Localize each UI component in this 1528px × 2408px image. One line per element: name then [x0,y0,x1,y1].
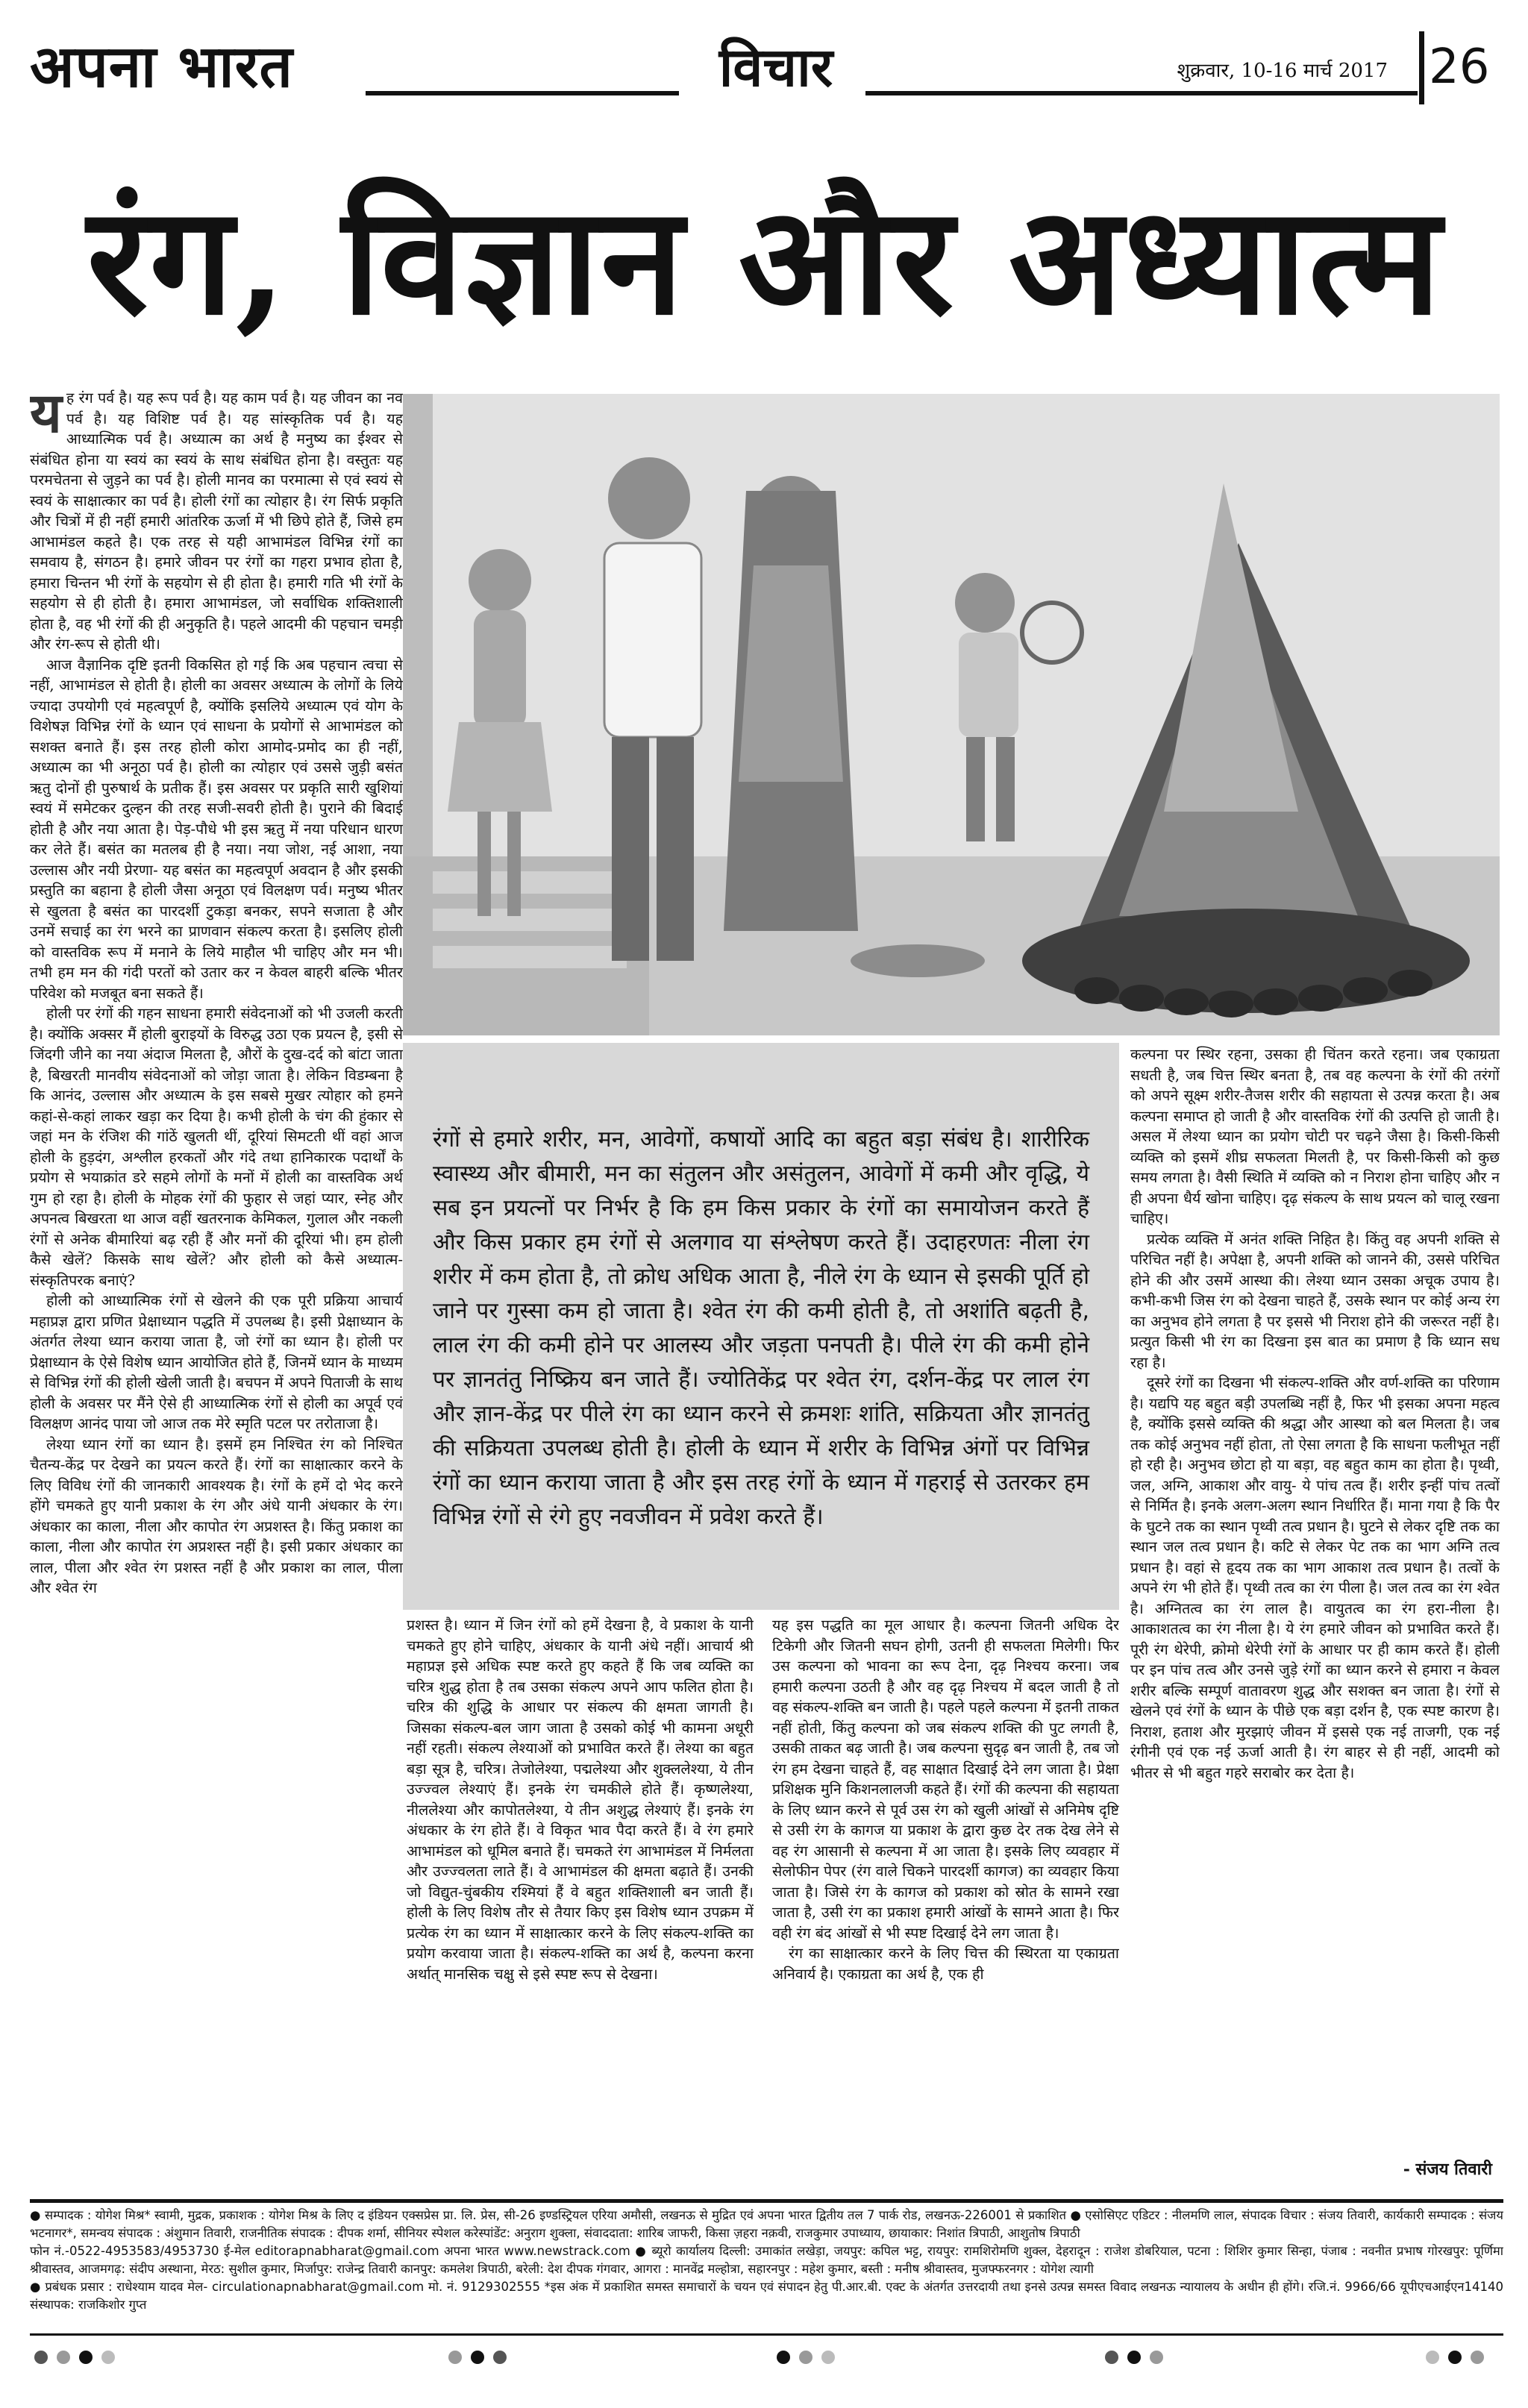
dateline: शुक्रवार, 10-16 मार्च 2017 [1177,60,1388,82]
footer-rule [30,2199,1503,2203]
imprint-line-2: फोन नं.-0522-4953583/4953730 ई-मेल editorapnabharat@gmail.com अपना भारत www.newstrack.com ● ब्यूरो कार्यालय दिल्ली: उमाकांत लखेड़ा, जयपुर: कपिल भट्ट, रायपुर: रामशिरोमणि शुक्ल, देहरादून : राजेश डोबरियाल, पटना : शिशिर कुमार सिन्हा, पंजाब : नवनीत प्रभाष गोरखपुर: पूर्णिमा श्रीवास्तव, आजमगढ़: संदीप अस्थाना, मेरठ: सुशील कुमार, मिर्जापुर: राजेन्द्र तिवारी कानपुर: कमलेश त्रिपाठी, बरेली: देश दीपक गंगवार, आगरा : मानवेंद्र मल्होत्रा, सहारनपुर : महेश कुमार, बस्ती : मनीष श्रीवास्तव, मुजफ्फरनगर : योगेश त्यागी [30,2244,1503,2276]
paragraph: प्रत्येक व्यक्ति में अनंत शक्ति निहित है। किंतु वह अपनी शक्ति से परिचित नहीं है। अपेक्षा है, अपनी शक्ति को जानने की, उससे परिचित होने की और उसमें आस्था की। लेश्या ध्यान उसका अचूक उपाय है। कभी-कभी जिस रंग को देखना चाहते हैं, उसके स्थान पर कोई अन्य रंग का अनुभव होने लगता है पर इससे भी निराश होने की जरूरत नहीं है। प्रत्युत किसी भी रंग का दिखना इस बात का प्रमाण है कि ध्यान सध रहा है। [1130,1230,1500,1371]
paragraph: कल्पना पर स्थिर रहना, उसका ही चिंतन करते रहना। जब एकाग्रता सधती है, जब चित्त स्थिर बनता है, तब वह कल्पना के रंगों की तरंगों को अपने सूक्ष्म शरीर-तैजस शरीर की सहायता से उत्पन्न करता है। अब कल्पना समाप्त हो जाती है और वास्तविक रंगों की उत्पत्ति हो जाती है। असल में लेश्या ध्यान का प्रयोग चोटी पर चढ़ने जैसा है। किसी-किसी व्यक्ति को इसमें शीघ्र सफलता मिलती है, पर किसी-किसी को कुछ समय लगता है। वैसी स्थिति में व्यक्ति को न निराश होना चाहिए और न ही अपना धैर्य खोना चाहिए। दृढ़ संकल्प के साथ प्रयत्न को चालू रखना चाहिए। [1130,1046,1500,1227]
paragraph: रंग का साक्षात्कार करने के लिए चित्त की स्थिरता या एकाग्रता अनिवार्य है। एकाग्रता का अर्थ है, एक ही [772,1945,1119,1983]
imprint-footer [30,2207,1503,2333]
holika-bonfire-image [403,394,1500,1035]
paragraph: यह इस पद्धति का मूल आधार है। कल्पना जितनी अधिक देर टिकेगी और जितनी सघन होगी, उतनी ही सफलता मिलेगी। फिर उस कल्पना को भावना का रूप देना, दृढ़ निश्चय करना। जब हमारी कल्पना उठती है और वह दृढ़ निश्चय में बदल जाती है तो वह संकल्प-शक्ति बन जाती है। पहले पहले कल्पना में इतनी ताकत नहीं होती, किंतु कल्पना को जब संकल्प शक्ति की पुट लगती है, उसकी ताकत बढ़ जाती है। जब कल्पना सुदृढ़ बन जाती है, तब जो रंग हम देखना चाहते हैं, वह साक्षात दिखाई देने लग जाता है। प्रेक्षा प्रशिक्षक मुनि किशनलालजी कहते हैं। रंगों की कल्पना की सहायता के लिए ध्यान करने से पूर्व उस रंग को खुली आंखों से अनिमेष दृष्टि से उसी रंग के कागज या प्रकाश के द्वारा कुछ देर तक देख लेने से वह रंग आसानी से कल्पना में आ जाता है। इसके लिए व्यवहार में सेलोफीन पेपर (रंग वाले चिकने पारदर्शी कागज) का व्यवहार किया जाता है। जिसे रंग के कागज को प्रकाश को स्रोत के सामने रखा जाता है, उसी रंग का प्रकाश हमारी आंखों के सामने आता है। फिर वही रंग बंद आंखों से भी स्पष्ट दिखाई देने लग जाता है। [772,1617,1119,1942]
drop-cap: य [30,388,62,445]
imprint-line-1: ● सम्पादक : योगेश मिश्र* स्वामी, मुद्रक, प्रकाशक : योगेश मिश्र के लिए द इंडियन एक्सप्रेस प्रा. लि. प्रेस, सी-26 इण्डस्ट्रियल एरिया अमौसी, लखनऊ से मुद्रित एवं अपना भारत द्वितीय तल 7 पार्क रोड, लखनऊ-226001 से प्रकाशित ● एसोसिएट एडिटर : नीलमणि लाल, संपादक विचार : संजय तिवारी, कार्यकारी सम्पादक : संजय भटनागर*, समन्वय संपादक : अंशुमान तिवारी, राजनीतिक संपादक : दीपक शर्मा, सीनियर स्पेशल करेस्पांडेंट: अनुराग शुक्ला, संवाददाता: शारिब जाफरी, किसा ज़हरा नक़वी, राजकुमार उपाध्याय, छायाकार: निशांत त्रिपाठी, आशुतोष त्रिपाठी [30,2208,1503,2240]
article-column-2 [407,1615,754,2193]
paragraph: प्रशस्त है। ध्यान में जिन रंगों को हमें देखना है, वे प्रकाश के यानी चमकते हुए होने चाहिए, अंधकार के यानी अंधे नहीं। आचार्य श्री महाप्रज्ञ इसे अधिक स्पष्ट करते हुए कहते हैं कि जब व्यक्ति का चरित्र शुद्ध होता है तब उसका संकल्प अपने आप फलित होता है। चरित्र की शुद्धि के आधार पर संकल्प की क्षमता जागती है। जिसका संकल्प-बल जाग जाता है उसको कोई भी कामना अधूरी नहीं रहती। संकल्प लेश्याओं को प्रभावित करते हैं। लेश्या का बहुत बड़ा सूत्र है, चरित्र। तेजोलेश्या, पद्मलेश्या और शुक्ललेश्या, ये तीन उज्ज्वल लेश्याएं हैं। इनके रंग चमकीले होते हैं। कृष्णलेश्या, नीललेश्या और कापोतलेश्या, ये तीन अशुद्ध लेश्याएं हैं। इनके रंग अंधकार के रंग होते हैं। वे विकृत भाव पैदा करते हैं। वे रंग हमारे आभामंडल को धूमिल बनाते हैं। चमकते रंग आभामंडल में निर्मलता और उज्ज्वलता लाते हैं। वे आभामंडल की क्षमता बढ़ाते हैं। उनकी जो विद्युत-चुंबकीय रश्मियां हैं वे बहुत शक्तिशाली बन जाती हैं। होली के लिए विशेष तौर से तैयार किए इस विशेष ध्यान उपक्रम में प्रत्येक रंग का ध्यान में साक्षात्कार करने के लिए संकल्प-शक्ति का प्रयोग करवाया जाता है। संकल्प-शक्ति का अर्थ है, कल्पना करना अर्थात् मानसिक चक्षु से इसे स्पष्ट रूप से देखना। [407,1617,754,1983]
masthead-logo: अपना भारत [30,33,293,101]
registration-dots-icon [30,2342,1503,2372]
header-rule-left [366,91,679,95]
header-rule-right [865,91,1418,95]
page-number-divider [1419,31,1424,104]
paragraph: ह रंग पर्व है। यह रूप पर्व है। यह काम पर्व है। यह जीवन का नव पर्व है। यह विशिष्ट पर्व है। यह सांस्कृतिक पर्व है। यह आध्यात्मिक पर्व है। अध्यात्म का अर्थ है मनुष्य का ईश्वर से संबंधित होना या स्वयं का स्वयं के साथ संबंधित होना है। वस्तुतः यह परमचेतना से जुड़ने का पर्व है। होली मानव का परमात्मा से एवं स्वयं से स्वयं के साक्षात्कार का पर्व है। होली रंगों का त्योहार है। रंग सिर्फ प्रकृति और चित्रों में ही नहीं हमारी आंतरिक ऊर्जा में भी छिपे होते हैं, जिसे हम आभामंडल कहते है। एक तरह से यही आभामंडल विभिन्न रंगों का समवाय है, संगठन है। हमारे जीवन पर रंगों का गहरा प्रभाव होता है, हमारा चिन्तन भी रंगों के सहयोग से ही होता है। हमारी गति भी रंगों के सहयोग से ही होती है। हमारा आभामंडल, जो सर्वाधिक शक्तिशाली होता है, वह भी रंगों की ही अनुकृति है। पहले आदमी की पहचान चमड़ी और रंग-रूप से होती थी। [30,389,403,653]
article-left-column [30,388,403,2178]
paragraph: होली को आध्यात्मिक रंगों से खेलने की एक पूरी प्रक्रिया आचार्य महाप्रज्ञ द्वारा प्रणित प्रेक्षाध्यान पद्धति में उपलब्ध है। इसी प्रेक्षाध्यान के अंतर्गत लेश्या ध्यान कराया जाता है, जो रंगों का ध्यान है। होली पर प्रेक्षाध्यान के ऐसे विशेष ध्यान आयोजित होते हैं, जिनमें ध्यान के माध्यम से विभिन्न रंगों की होली खेली जाती है। बचपन में अपने पिताजी के साथ होली के अवसर पर मैंने ऐसे ही आध्यात्मिक रंगों से होली का अपूर्व एवं विलक्षण आनंद पाया जो आज तक मेरे स्मृति पटल पर तरोताजा है। [30,1292,403,1432]
author-byline: - संजय तिवारी [1403,2160,1492,2179]
pull-quote-text: रंगों से हमारे शरीर, मन, आवेगों, कषायों आदि का बहुत बड़ा संबंध है। शारीरिक स्वास्थ्य और बीमारी, मन का संतुलन और असंतुलन, आवेगों में कमी और वृद्धि, ये सब इन प्रयत्नों पर निर्भर है कि हम किस प्रकार के रंगों का समायोजन करते हैं और किस प्रकार हम रंगों से अलगाव या संश्लेषण करते हैं। उदाहरणतः नीला रंग शरीर में कम होता है, तो क्रोध अधिक आता है, नीले रंग के ध्यान से इसकी पूर्ति हो जाने पर गुस्सा कम हो जाता है। श्वेत रंग की कमी होती है, तो अशांति बढ़ती है, लाल रंग की कमी होने पर आलस्य और जड़ता पनपती है। पीले रंग की कमी होने पर ज्ञानतंतु निष्क्रिय बन जाते हैं। ज्योतिकेंद्र पर श्वेत रंग, दर्शन-केंद्र पर लाल रंग और ज्ञान-केंद्र पर पीले रंग का ध्यान करने से क्रमशः शांति, सक्रियता और ज्ञानतंतु की सक्रियता उपलब्ध होती है। होली के ध्यान में शरीर के विभिन्न अंगों पर विभिन्न रंगों का ध्यान कराया जाता है और इस तरह रंगों के ध्यान में गहराई से उतरकर हम विभिन्न रंगों से रंगे हुए नवजीवन में प्रवेश करते हैं। [433,1126,1089,1530]
article-right-column [1130,1044,1500,2193]
paragraph: होली पर रंगों की गहन साधना हमारी संवेदनाओं को भी उजली करती है। क्योंकि अक्सर मैं होली बुराइयों के विरुद्ध उठा एक प्रयत्न है, इसी से जिंदगी जीने का नया अंदाज मिलता है, औरों के दुख-दर्द को बांटा जाता है, बिखरती मानवीय संवेदनाओं को जोड़ा जाता है। लेकिन विडम्बना है कि आनंद, उल्लास और अध्यात्म के इस सबसे मुखर त्योहार को हमने कहां-से-कहां लाकर खड़ा कर दिया है। कभी होली के चंग की हुंकार से जहां मन के रंजिश की गांठें खुलती थीं, दूरियां सिमटती थीं वहां आज होली के हुड़दंग, अश्लील हरकतों और गंदे तथा हानिकारक पदार्थों के प्रयोग से भयाक्रांत डरे सहमे लोगों के मनों में होली का वास्तविक अर्थ गुम हो रहा है। होली के मोहक रंगों की फुहार से जहां प्यार, स्नेह और अपनत्व बिखरता था आज वहीं खतरनाक केमिकल, गुलाल और नकली रंगों से अनेक बीमारियां बढ़ रही हैं और मनों की दूरियां भी। हम होली कैसे खेलें? किसके साथ खेलें? और होली को कैसे अध्यात्म-संस्कृतिपरक बनाएं? [30,1005,403,1289]
headline: रंग, विज्ञान और अध्यात्म [87,173,1443,348]
page-number: 26 [1429,40,1490,95]
paragraph: आज वैज्ञानिक दृष्टि इतनी विकसित हो गई कि अब पहचान त्वचा से नहीं, आभामंडल से होती है। होली का अवसर अध्यात्म के लोगों के लिये ज्यादा उपयोगी एवं महत्वपूर्ण है, क्योंकि इसलिये अध्यात्म एवं योग के विशेषज्ञ विभिन्न रंगों के ध्यान एवं साधना के प्रयोगों से आभामंडल को सशक्त बनाते हैं। इस तरह होली कोरा आमोद-प्रमोद का ही नहीं, अध्यात्म का भी अनूठा पर्व है। होली का त्योहार एवं उससे जुड़ी बसंत ऋतु दोनों ही पुरुषार्थ के प्रतीक हैं। इस अवसर पर प्रकृति सारी खुशियां स्वयं में समेटकर दुल्हन की तरह सजी-सवरी होती है। पुराने की बिदाई होती है और नया आता है। पेड़-पौधे भी इस ऋतु में नया परिधान धारण कर लेते हैं। बसंत का मतलब ही है नया। नया जोश, नई आशा, नया उल्लास और नयी प्रेरणा- यह बसंत का महत्वपूर्ण अवदान है और इसकी प्रस्तुति का बहाना है होली जैसा अनूठा एवं विलक्षण पर्व। मनुष्य भीतर से खुलता है बसंत का पारदर्शी टुकड़ा बनकर, सपने सजाता है और उनमें सचाई का रंग भरने का प्राणवान संकल्प करता है। इसलिए होली को वास्तविक रूप में मनाने के लिये माहौल भी चाहिए और मन भी। तभी हम मन की गंदी परतों को उतार कर न केवल बाहरी बल्कि भीतर परिवेश को मजबूत बना सकते हैं। [30,656,403,1002]
footer-rule-bottom [30,2333,1503,2336]
paragraph: दूसरे रंगों का दिखना भी संकल्प-शक्ति और वर्ण-शक्ति का परिणाम है। यद्यपि यह बहुत बड़ी उपलब्धि नहीं है, फिर भी इसका अपना महत्व है, क्योंकि इससे व्यक्ति की श्रद्धा और आस्था को बल मिलता है। जब तक कोई अनुभव नहीं होता, तो ऐसा लगता है कि साधना फलीभूत नहीं हो रही है। अनुभव छोटा हो या बड़ा, वह बहुत काम का होता है। पृथ्वी, जल, अग्नि, आकाश और वायु- ये पांच तत्व हैं। शरीर इन्हीं पांच तत्वों से निर्मित है। इनके अलग-अलग स्थान निर्धारित हैं। माना गया है कि पैर के घुटने तक का स्थान पृथ्वी तत्व प्रधान है। घुटने से लेकर दृष्टि तक का स्थान जल तत्व प्रधान है। कटि से लेकर पेट तक का भाग अग्नि तत्व प्रधान है। वहां से हृदय तक का भाग आकाश तत्व प्रधान है। तत्वों के अपने रंग भी होते हैं। पृथ्वी तत्व का रंग पीला है। जल तत्व का रंग श्वेत है। अग्नितत्व का रंग लाल है। वायुतत्व का रंग हरा-नीला है। आकाशतत्व का रंग नीला है। ये रंग हमारे जीवन को प्रभावित करते हैं। पूरी रंग थेरेपी, क्रोमो थेरेपी रंगों के आधार पर ही काम करते हैं। होली पर इन पांच तत्व और उनसे जुड़े रंगों का ध्यान करने से हमारा न केवल शरीर बल्कि सम्पूर्ण वातावरण शुद्ध और सशक्त बन जाता है। रंगों से खेलने एवं रंगों के ध्यान के पीछे एक बड़ा दर्शन है, एक स्पष्ट कारण है। निराश, हताश और मुरझाएं जीवन में इससे एक नई ताजगी, एक नई रंगीनी एवं एक नई ऊर्जा आती है। रंग बाहर से ही नहीं, आदमी को भीतर से भी बहुत गहरे सराबोर कर देता है। [1130,1374,1500,1781]
paragraph: लेश्या ध्यान रंगों का ध्यान है। इसमें हम निश्चित रंग को निश्चित चैतन्य-केंद्र पर देखने का प्रयत्न करते हैं। रंगों का साक्षात्कार करने के लिए विविध रंगों की जानकारी आवश्यक है। रंगों के हमें दो भेद करने होंगे चमकते हुए यानी प्रकाश के रंग और अंधे यानी अंधकार के रंग। अंधकार का काला, नीला और कापोत रंग अप्रशस्त है। किंतु प्रकाश का काला, नीला और कापोत रंग अप्रशस्त नहीं है। इसी प्रकार अंधकार का लाल, पीला और श्वेत रंग प्रशस्त नहीं है और प्रकाश का लाल, पीला और श्वेत रंग [30,1435,403,1596]
holi-family-illustration [403,394,1500,1035]
section-title: विचार [718,35,833,98]
registration-marks [30,2342,1503,2372]
article-column-3 [772,1615,1119,2193]
imprint-line-3: ● प्रबंधक प्रसार : राधेश्याम यादव मेल- circulationapnabharat@gmail.com मो. नं. 9129302555 *इस अंक में प्रकाशित समस्त समाचारों के चयन एवं संपादन हेतु पी.आर.बी. एक्ट के अंतर्गत उत्तरदायी तथा इनसे उत्पन्न समस्त विवाद लखनऊ न्यायालय के अधीन ही होंगे। रजि.नं. 9966/66 यूपीएचआईएन14140 संस्थापक: राजकिशोर गुप्त [30,2280,1503,2312]
